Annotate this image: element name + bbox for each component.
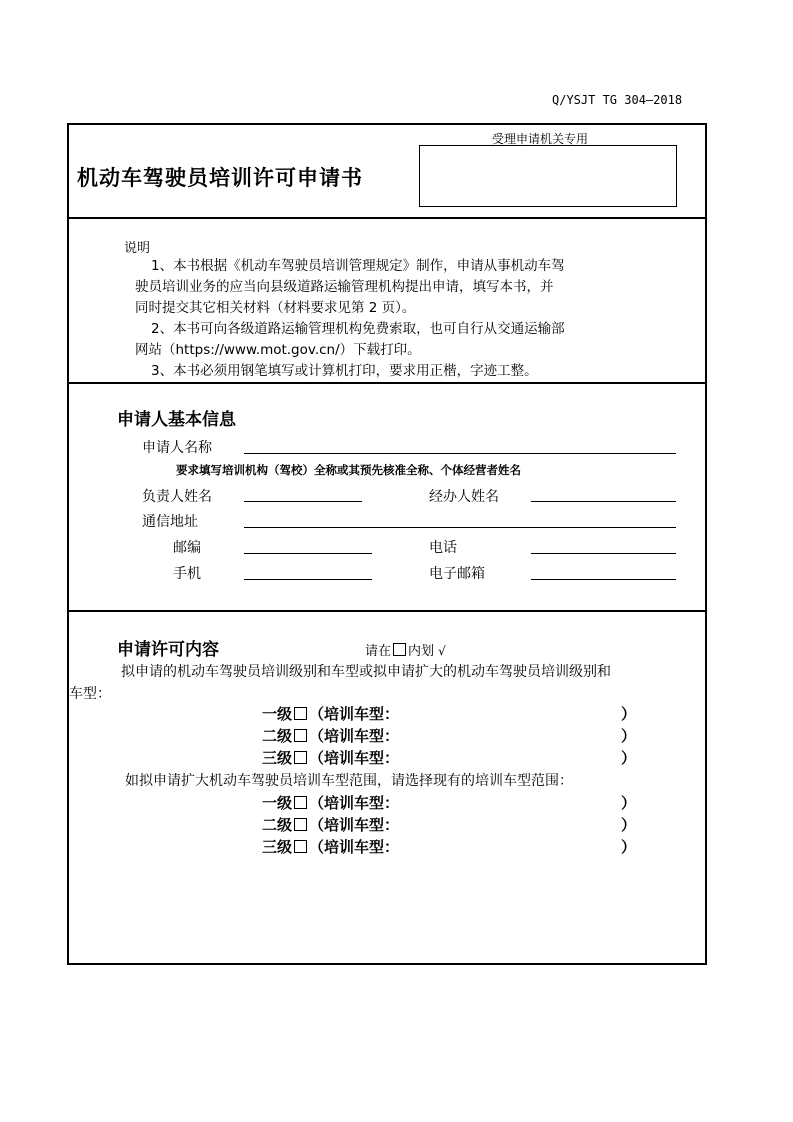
level-vehicle-label: （培训车型： bbox=[309, 727, 400, 745]
standard-code: Q/YSJT TG 304—2018 bbox=[552, 93, 683, 107]
note-line: 3、本书必须用钢笔填写或计算机打印，要求用正楷，字迹工整。 bbox=[151, 363, 538, 379]
notes-heading: 说明 bbox=[124, 241, 151, 256]
level-vehicle-label: （培训车型： bbox=[309, 794, 400, 812]
level-1-new-checkbox[interactable] bbox=[294, 707, 307, 720]
note-item-3 bbox=[151, 361, 538, 382]
existing-level-2-close: ） bbox=[621, 816, 637, 834]
office-use-box[interactable] bbox=[419, 145, 677, 207]
phone-label: 电话 bbox=[429, 540, 457, 556]
checkbox-icon bbox=[393, 643, 406, 656]
level-1-existing-checkbox[interactable] bbox=[294, 796, 307, 809]
extension-question: 如拟申请扩大机动车驾驶员培训车型范围，请选择现有的培训车型范围： bbox=[125, 773, 573, 789]
note-line: 1、本书根据《机动车驾驶员培训管理规定》制作，申请从事机动车驾 bbox=[151, 258, 565, 274]
address-label: 通信地址 bbox=[142, 514, 198, 530]
note-item-2 bbox=[135, 319, 565, 361]
existing-level-3-row bbox=[262, 836, 399, 857]
divider-applicant bbox=[69, 610, 705, 612]
note-item-1 bbox=[135, 256, 565, 319]
existing-level-3-close: ） bbox=[621, 838, 637, 856]
permit-question-line2: 车型： bbox=[69, 686, 111, 702]
level-2-existing-checkbox[interactable] bbox=[294, 818, 307, 831]
note-line: 网站（https://www.mot.gov.cn/）下载打印。 bbox=[135, 342, 421, 358]
new-level-1-row bbox=[262, 703, 399, 724]
level-name: 三级 bbox=[262, 838, 293, 856]
level-name: 二级 bbox=[262, 727, 293, 745]
level-name: 一级 bbox=[262, 794, 293, 812]
mobile-field[interactable] bbox=[244, 579, 372, 580]
level-vehicle-label: （培训车型： bbox=[309, 838, 400, 856]
level-vehicle-label: （培训车型： bbox=[309, 816, 400, 834]
principal-name-field[interactable] bbox=[244, 501, 362, 502]
level-name: 二级 bbox=[262, 816, 293, 834]
principal-name-label: 负责人姓名 bbox=[142, 489, 212, 505]
mobile-label: 手机 bbox=[173, 566, 201, 582]
office-use-label: 受理申请机关专用 bbox=[492, 132, 589, 146]
email-label: 电子邮箱 bbox=[429, 566, 485, 582]
level-vehicle-label: （培训车型： bbox=[309, 705, 400, 723]
form-title: 机动车驾驶员培训许可申请书 bbox=[77, 166, 363, 190]
permit-content-title: 申请许可内容 bbox=[117, 640, 219, 660]
new-level-2-close: ） bbox=[621, 727, 637, 745]
email-field[interactable] bbox=[531, 579, 676, 580]
level-3-new-checkbox[interactable] bbox=[294, 751, 307, 764]
permit-question-line1: 拟申请的机动车驾驶员培训级别和车型或拟申请扩大的机动车驾驶员培训级别和 bbox=[121, 664, 611, 680]
existing-level-2-row bbox=[262, 814, 399, 835]
existing-level-1-close: ） bbox=[621, 794, 637, 812]
level-vehicle-label: （培训车型： bbox=[309, 749, 400, 767]
new-level-2-row bbox=[262, 725, 399, 746]
address-field[interactable] bbox=[244, 527, 676, 528]
level-3-existing-checkbox[interactable] bbox=[294, 840, 307, 853]
divider-notes bbox=[69, 382, 705, 384]
applicant-name-label: 申请人名称 bbox=[142, 440, 212, 456]
note-line: 同时提交其它相关材料（材料要求见第 2 页）。 bbox=[135, 300, 416, 316]
divider-title bbox=[69, 217, 705, 219]
handler-name-field[interactable] bbox=[531, 501, 676, 502]
instruction-prefix: 请在 bbox=[365, 644, 392, 659]
note-line: 2、本书可向各级道路运输管理机构免费索取，也可自行从交通运输部 bbox=[151, 321, 565, 337]
postcode-field[interactable] bbox=[244, 553, 372, 554]
level-name: 三级 bbox=[262, 749, 293, 767]
phone-field[interactable] bbox=[531, 553, 676, 554]
checkmark-icon: √ bbox=[438, 644, 446, 658]
checkbox-instruction bbox=[365, 640, 446, 659]
level-name: 一级 bbox=[262, 705, 293, 723]
new-level-3-row bbox=[262, 747, 399, 768]
existing-level-1-row bbox=[262, 792, 399, 813]
new-level-3-close: ） bbox=[621, 749, 637, 767]
level-2-new-checkbox[interactable] bbox=[294, 729, 307, 742]
note-line: 驶员培训业务的应当向县级道路运输管理机构提出申请，填写本书，并 bbox=[135, 279, 554, 295]
application-form bbox=[67, 123, 707, 965]
applicant-name-hint: 要求填写培训机构（驾校）全称或其预先核准全称、个体经营者姓名 bbox=[176, 463, 521, 477]
applicant-info-title: 申请人基本信息 bbox=[117, 410, 236, 430]
postcode-label: 邮编 bbox=[173, 540, 201, 556]
new-level-1-close: ） bbox=[621, 705, 637, 723]
instruction-suffix: 内划 bbox=[408, 644, 435, 659]
handler-name-label: 经办人姓名 bbox=[429, 489, 499, 505]
applicant-name-field[interactable] bbox=[244, 453, 676, 454]
